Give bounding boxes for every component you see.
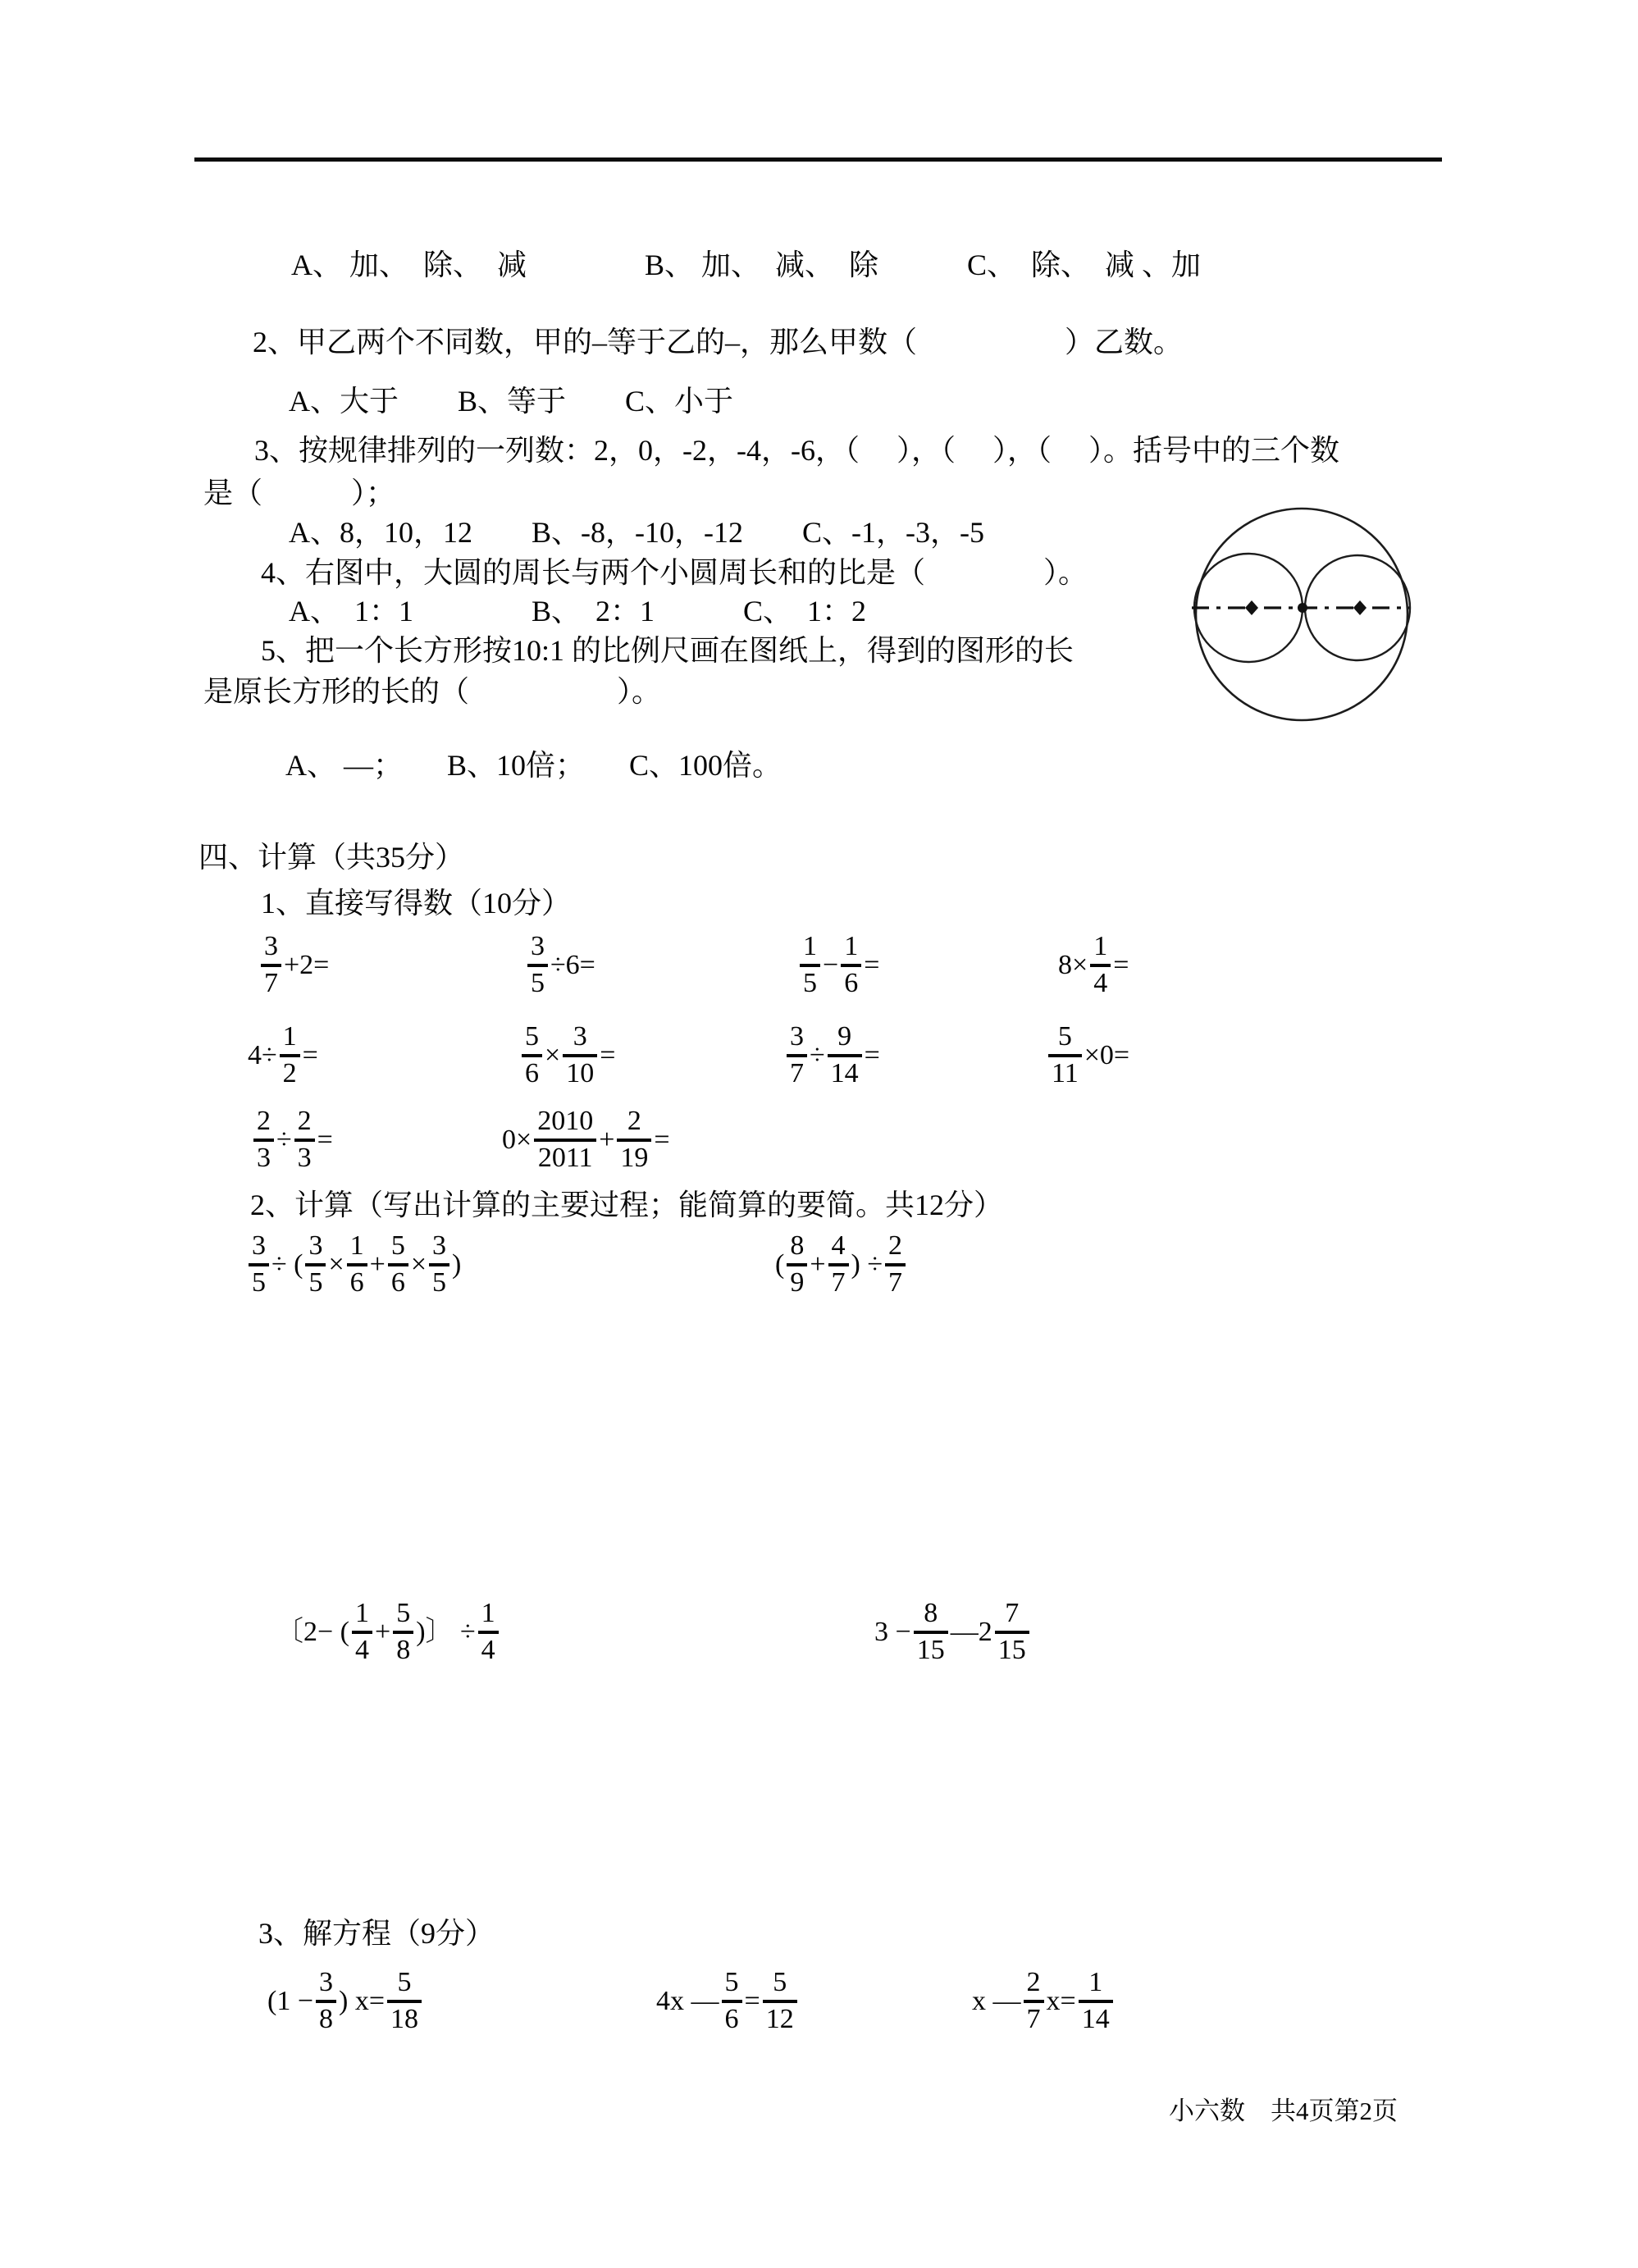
q4-options: A、 1：1 B、 2：1 C、 1：2 — [289, 595, 867, 627]
fraction — [534, 1107, 596, 1173]
fraction-denominator: 15 — [916, 1635, 945, 1665]
math-text: ) ÷ — [851, 1249, 883, 1280]
fraction-bar — [280, 1054, 300, 1057]
q1-options: A、 加、 除、 减 B、 加、 减、 除 C、 除、 减 、加 — [291, 249, 1202, 281]
fraction-numerator: 2 — [257, 1106, 271, 1137]
fraction-bar — [388, 1263, 408, 1266]
fraction-bar — [763, 2000, 797, 2003]
math-text: + — [375, 1617, 391, 1647]
fraction — [387, 1968, 422, 2034]
fraction-bar — [347, 1263, 367, 1266]
math-text: x — — [972, 1986, 1021, 2016]
fraction-denominator: 9 — [790, 1267, 805, 1298]
expr-direct-4 — [1058, 923, 1129, 1008]
fraction — [787, 1231, 807, 1298]
math-text: 4x — — [656, 1986, 719, 2016]
fraction — [429, 1231, 449, 1298]
header-rule — [194, 157, 1442, 162]
fraction-bar — [563, 1054, 597, 1057]
center-dot-middle — [1298, 603, 1307, 613]
fraction-denominator: 2 — [282, 1058, 297, 1088]
math-text: = — [864, 1040, 880, 1070]
fraction-numerator: 1 — [1093, 931, 1108, 962]
fraction-denominator: 6 — [390, 1267, 405, 1298]
expr-solve-1 — [267, 1959, 424, 2044]
fraction-bar — [316, 2000, 336, 2003]
fraction-denominator: 6 — [525, 1058, 539, 1088]
fraction-numerator: 5 — [525, 1021, 539, 1052]
fraction-denominator: 14 — [1081, 2004, 1110, 2034]
math-text: = — [744, 1986, 760, 2016]
math-text: (1 − — [267, 1986, 313, 2016]
math-text: = — [317, 1125, 333, 1155]
fraction-bar — [617, 1139, 651, 1142]
fraction — [352, 1599, 372, 1665]
expr-direct-9 — [251, 1097, 333, 1183]
fraction-denominator: 7 — [831, 1267, 846, 1298]
fraction-bar — [1048, 1054, 1082, 1057]
math-text: ) — [452, 1249, 462, 1280]
fraction-numerator: 1 — [282, 1021, 297, 1052]
circles-diagram — [1181, 497, 1421, 732]
fraction-numerator: 1 — [1088, 1967, 1103, 1998]
fraction — [522, 1022, 542, 1088]
math-text: ÷ — [276, 1125, 292, 1155]
expr-calc-2 — [775, 1222, 908, 1307]
fraction-denominator: 6 — [349, 1267, 364, 1298]
fraction-numerator: 3 — [319, 1967, 333, 1998]
fraction-bar — [914, 1631, 948, 1634]
fraction — [478, 1599, 499, 1665]
fraction-numerator: 3 — [790, 1021, 804, 1052]
q3-text-line1: 3、按规律排列的一列数：2，0，-2，-4，-6，（ ），（ ），（ ）。括号中的三个数 — [254, 434, 1339, 467]
fraction-denominator: 7 — [888, 1267, 902, 1298]
fraction-denominator: 5 — [803, 968, 817, 998]
fraction — [828, 1231, 849, 1298]
fraction — [305, 1231, 326, 1298]
fraction-numerator: 5 — [396, 1598, 411, 1629]
fraction-denominator: 7 — [1026, 2004, 1041, 2034]
fraction — [1024, 1968, 1044, 2034]
fraction-denominator: 7 — [264, 968, 278, 998]
math-text: ÷ ( — [271, 1249, 303, 1280]
q5-options: A、 —； B、10倍； C、100倍。 — [285, 749, 782, 782]
section4-sub2: 2、计算（写出计算的主要过程；能简算的要简。共12分） — [250, 1189, 1004, 1221]
fraction-numerator: 8 — [790, 1230, 805, 1262]
math-text: ÷ — [810, 1040, 825, 1070]
fraction-bar — [995, 1631, 1029, 1634]
expr-direct-1 — [258, 923, 329, 1008]
fraction — [347, 1231, 367, 1298]
math-text: 0× — [502, 1125, 532, 1155]
fraction-denominator: 5 — [531, 968, 545, 998]
math-text: + — [810, 1249, 826, 1280]
expr-calc-4 — [874, 1590, 1032, 1675]
math-text: = — [654, 1125, 670, 1155]
fraction — [1048, 1022, 1082, 1088]
fraction-bar — [387, 2000, 422, 2003]
fraction-numerator: 5 — [397, 1967, 412, 1998]
fraction-bar — [352, 1631, 372, 1634]
fraction-numerator: 3 — [264, 931, 278, 962]
fraction-bar — [522, 1054, 542, 1057]
math-text: ÷6= — [550, 950, 595, 980]
math-text: x= — [1046, 1986, 1076, 2016]
expr-direct-6 — [519, 1013, 615, 1098]
fraction-numerator: 3 — [432, 1230, 447, 1262]
fraction — [563, 1022, 597, 1088]
math-text: × — [545, 1040, 561, 1070]
fraction-bar — [828, 1263, 849, 1266]
math-text: +2= — [284, 950, 330, 980]
math-text: = — [1113, 950, 1129, 980]
section4-title: 四、计算（共35分） — [198, 841, 465, 874]
expr-direct-8 — [1046, 1013, 1129, 1098]
q3-options: A、8，10，12 B、-8，-10，-12 C、-1，-3，-5 — [289, 516, 984, 549]
fraction-bar — [800, 964, 820, 967]
fraction — [261, 932, 281, 998]
fraction-denominator: 11 — [1052, 1058, 1079, 1088]
fraction-numerator: 2 — [888, 1230, 902, 1262]
fraction-denominator: 6 — [724, 2004, 739, 2034]
math-text: × — [328, 1249, 344, 1280]
fraction — [294, 1107, 315, 1173]
fraction — [1079, 1968, 1113, 2034]
fraction — [763, 1968, 797, 2034]
fraction-numerator: 2 — [627, 1106, 641, 1137]
fraction-numerator: 3 — [252, 1230, 266, 1262]
fraction-numerator: 5 — [390, 1230, 405, 1262]
fraction-numerator: 3 — [531, 931, 545, 962]
fraction-numerator: 3 — [308, 1230, 323, 1262]
fraction-denominator: 2011 — [537, 1143, 593, 1173]
fraction-bar — [885, 1263, 906, 1266]
fraction-bar — [393, 1631, 413, 1634]
fraction — [885, 1231, 906, 1298]
expr-calc-1 — [246, 1222, 461, 1307]
fraction — [787, 1022, 807, 1088]
fraction-bar — [1024, 2000, 1044, 2003]
math-text: 〔2− ( — [276, 1617, 349, 1647]
math-text: —2 — [950, 1617, 992, 1647]
fraction-bar — [787, 1054, 807, 1057]
math-text: = — [600, 1040, 616, 1070]
fraction — [914, 1599, 948, 1665]
fraction — [828, 1022, 862, 1088]
fraction-denominator: 19 — [620, 1143, 649, 1173]
fraction-denominator: 4 — [355, 1635, 369, 1665]
math-text: 8× — [1058, 950, 1088, 980]
q3-text-line2: 是（ ）； — [203, 477, 396, 509]
fraction-numerator: 4 — [831, 1230, 846, 1262]
fraction — [316, 1968, 336, 2034]
fraction-numerator: 1 — [803, 931, 817, 962]
math-text: ( — [775, 1249, 785, 1280]
center-dot-right — [1353, 600, 1367, 615]
q5-text-line2: 是原长方形的长的（ ）。 — [203, 675, 662, 708]
q4-text: 4、右图中，大圆的周长与两个小圆周长和的比是（ ）。 — [261, 556, 1088, 589]
q5-text-line1: 5、把一个长方形按10:1 的比例尺画在图纸上，得到的图形的长 — [261, 634, 1075, 667]
fraction-numerator: 5 — [724, 1967, 739, 1998]
fraction-bar — [249, 1263, 269, 1266]
fraction-bar — [253, 1139, 274, 1142]
expr-direct-2 — [525, 923, 595, 1008]
fraction-bar — [305, 1263, 326, 1266]
fraction — [617, 1107, 651, 1173]
fraction — [995, 1599, 1029, 1665]
math-text: + — [599, 1125, 615, 1155]
fraction-numerator: 2 — [1026, 1967, 1041, 1998]
fraction-denominator: 8 — [396, 1635, 411, 1665]
q2-text: 2、甲乙两个不同数，甲的–等于乙的–，那么甲数（ ）乙数。 — [253, 326, 1184, 358]
expr-direct-3 — [797, 923, 879, 1008]
fraction-denominator: 8 — [319, 2004, 333, 2034]
fraction — [393, 1599, 413, 1665]
fraction-denominator: 7 — [790, 1058, 804, 1088]
fraction-bar — [1090, 964, 1111, 967]
fraction-bar — [722, 2000, 742, 2003]
fraction-denominator: 4 — [1093, 968, 1108, 998]
fraction-numerator: 8 — [924, 1598, 938, 1629]
section4-sub1: 1、直接写得数（10分） — [261, 887, 572, 920]
page-footer: 小六数 共4页第2页 — [1169, 2097, 1398, 2125]
math-text: = — [864, 950, 880, 980]
fraction — [1090, 932, 1111, 998]
fraction-denominator: 18 — [390, 2004, 418, 2034]
fraction-denominator: 5 — [308, 1267, 323, 1298]
fraction — [722, 1968, 742, 2034]
fraction — [249, 1231, 269, 1298]
fraction-denominator: 15 — [997, 1635, 1026, 1665]
fraction — [388, 1231, 408, 1298]
fraction-bar — [841, 964, 861, 967]
expr-solve-2 — [656, 1959, 800, 2044]
fraction-bar — [261, 964, 281, 967]
math-text: ×0= — [1084, 1040, 1130, 1070]
fraction-numerator: 5 — [773, 1967, 787, 1998]
fraction-bar — [1079, 2000, 1113, 2003]
math-text: + — [369, 1249, 386, 1280]
expr-direct-7 — [784, 1013, 880, 1098]
fraction-bar — [828, 1054, 862, 1057]
math-text: 3 − — [874, 1617, 911, 1647]
math-text: − — [823, 950, 839, 980]
fraction — [280, 1022, 300, 1088]
fraction-bar — [787, 1263, 807, 1266]
fraction-numerator: 5 — [1057, 1021, 1072, 1052]
math-text: ) x= — [339, 1986, 385, 2016]
fraction-denominator: 5 — [432, 1267, 447, 1298]
fraction-bar — [478, 1631, 499, 1634]
fraction-denominator: 3 — [297, 1143, 312, 1173]
fraction — [527, 932, 548, 998]
fraction-numerator: 2010 — [537, 1106, 594, 1137]
fraction-bar — [527, 964, 548, 967]
fraction-numerator: 7 — [1005, 1598, 1020, 1629]
fraction-denominator: 14 — [830, 1058, 859, 1088]
fraction-bar — [429, 1263, 449, 1266]
fraction-numerator: 1 — [844, 931, 859, 962]
fraction-numerator: 2 — [297, 1106, 312, 1137]
fraction — [841, 932, 861, 998]
math-text: = — [302, 1040, 318, 1070]
fraction-denominator: 6 — [844, 968, 859, 998]
expr-direct-10 — [502, 1097, 670, 1183]
section4-sub3: 3、解方程（9分） — [258, 1917, 495, 1950]
fraction-numerator: 3 — [573, 1021, 587, 1052]
math-text: × — [410, 1249, 427, 1280]
fraction-numerator: 1 — [355, 1598, 369, 1629]
fraction-denominator: 5 — [252, 1267, 266, 1298]
fraction-denominator: 3 — [257, 1143, 271, 1173]
expr-solve-3 — [972, 1959, 1116, 2044]
math-text: 4÷ — [248, 1040, 277, 1070]
fraction — [800, 932, 820, 998]
expr-calc-3 — [276, 1590, 501, 1675]
fraction-denominator: 4 — [481, 1635, 495, 1665]
fraction — [253, 1107, 274, 1173]
fraction-bar — [534, 1139, 596, 1142]
fraction-numerator: 1 — [349, 1230, 364, 1262]
q2-options: A、大于 B、等于 C、小于 — [289, 385, 734, 418]
fraction-denominator: 12 — [765, 2004, 794, 2034]
fraction-numerator: 9 — [837, 1021, 852, 1052]
fraction-bar — [294, 1139, 315, 1142]
math-text: )〕 ÷ — [416, 1617, 476, 1647]
fraction-denominator: 10 — [566, 1058, 595, 1088]
fraction-numerator: 1 — [481, 1598, 495, 1629]
expr-direct-5 — [248, 1013, 318, 1098]
center-dot-left — [1245, 600, 1258, 615]
